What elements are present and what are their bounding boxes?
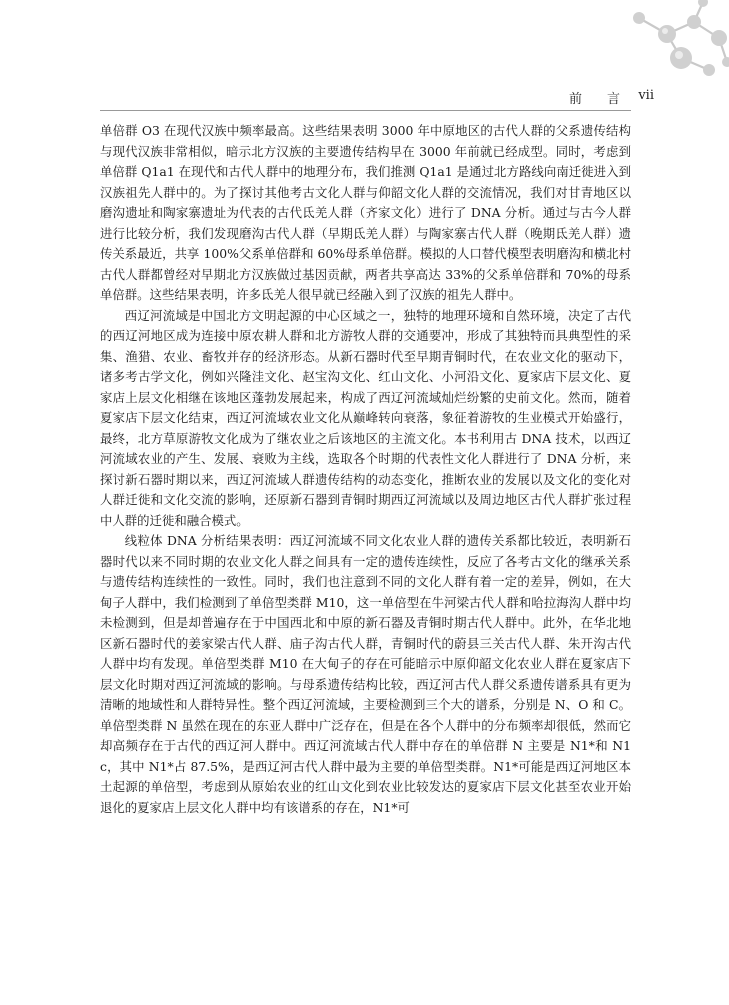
paragraph-2: 西辽河流域是中国北方文明起源的中心区域之一，独特的地理环境和自然环境，决定了古代的西辽河地区成为连接中原农耕人群和北方游牧人群的交通要冲，形成了其独特而具典型性的采集、渔猎、农业、畜牧并存的经济形态。从新石器时代至早期青铜时代，在农业文化的驱动下，诸多考古学文化，例如兴隆洼文化、赵宝沟文化、红山文化、小河沿文化、夏家店下层文化、夏家店上层文化相继在该地区蓬勃发展起来，构成了西辽河流域灿烂纷繁的史前文化。然而，随着夏家店下层文化结束，西辽河流域农业文化从巅峰转向衰落，象征着游牧的生业模式开始盛行，最终，北方草原游牧文化成为了继农业之后该地区的主流文化。本书利用古 DNA 技术，以西辽河流域农业的产生、发展、衰败为主线，选取各个时期的代表性文化人群进行了 DNA 分析，来探讨新石器时期以来，西辽河流域人群遗传结构的动态变化，推断农业的发展以及文化的变化对人群迁徙和文化交流的影响，还原新石器到青铜时期西辽河流域以及周边地区古代人群扩张过程中人群的迁徙和融合模式。: [100, 307, 631, 528]
molecule-decoration: [599, 0, 729, 90]
paragraph-1: 单倍群 O3 在现代汉族中频率最高。这些结果表明 3000 年中原地区的古代人群的父系遗传结构与现代汉族非常相似，暗示北方汉族的主要遗传结构早在 3000 年前就已经成型。同时，考虑到单倍群 Q1a1 在现代和古代人群中的地理分布，我们推测 Q1a1 是通过北方路线向南迁徙进入到汉族祖先人群中的。为了探讨其他考古文化人群与仰韶文化人群的交流情况，我们对甘青地区以磨沟遗址和陶家寨遗址为代表的古代氐羌人群（齐家文化）进行了 DNA 分析。通过与古今人群进行比较分析，我们发现磨沟古代人群（早期氐羌人群）与陶家寨古代人群（晚期氐羌人群）遗传关系最近，共享 100%父系单倍群和 60%母系单倍群。模拟的人口替代模型表明磨沟和横北村古代人群都曾经对早期北方汉族做过基因贡献，两者共享高达 33%的父系单倍群和 70%的母系单倍群。这些结果表明，许多氐羌人很早就已经融入到了汉族的祖先人群中。: [100, 123, 631, 302]
paragraph-3: 线粒体 DNA 分析结果表明：西辽河流域不同文化农业人群的遗传关系都比较近，表明新石器时代以来不同时期的农业文化人群之间具有一定的遗传连续性，反应了各考古文化的继承关系与遗传结构连续性的一致性。同时，我们也注意到不同的文化人群有着一定的差异，例如，在大甸子人群中，我们检测到了单倍型类群 M10，这一单倍型在牛河梁古代人群和哈拉海沟人群中均未检测到，但是却普遍存在于中国西北和中原的新石器及青铜时期古代人群中。此外，在华北地区新石器时代的姜家梁古代人群、庙子沟古代人群，青铜时代的蔚县三关古代人群、朱开沟古代人群中均有发现。单倍型类群 M10 在大甸子的存在可能暗示中原仰韶文化农业人群在夏家店下层文化时期对西辽河流域的影响。与母系遗传结构比较，西辽河古代人群父系遗传谱系具有更为清晰的地域性和人群特异性。整个西辽河流域，主要检测到三个大的谱系，分别是 N、O 和 C。单倍型类群 N 虽然在现在的东亚人群中广泛存在，但是在各个人群中的分布频率却很低，然而它却高频存在于古代的西辽河人群中。西辽河流域古代人群中存在的单倍群 N 主要是 N1*和 N1c，其中 N1*占 87.5%，是西辽河古代人群中最为主要的单倍型类群。N1*可能是西辽河地区本土起源的单倍型，考虑到从原始农业的红山文化到农业比较发达的夏家店下层文化甚至农业开始退化的夏家店上层文化人群中均有该谱系的存在，N1*可: [100, 533, 631, 815]
running-head: 前 言: [568, 92, 626, 107]
page-number: vii: [638, 88, 654, 103]
body-text: [100, 121, 631, 818]
header-rule: [100, 110, 631, 111]
